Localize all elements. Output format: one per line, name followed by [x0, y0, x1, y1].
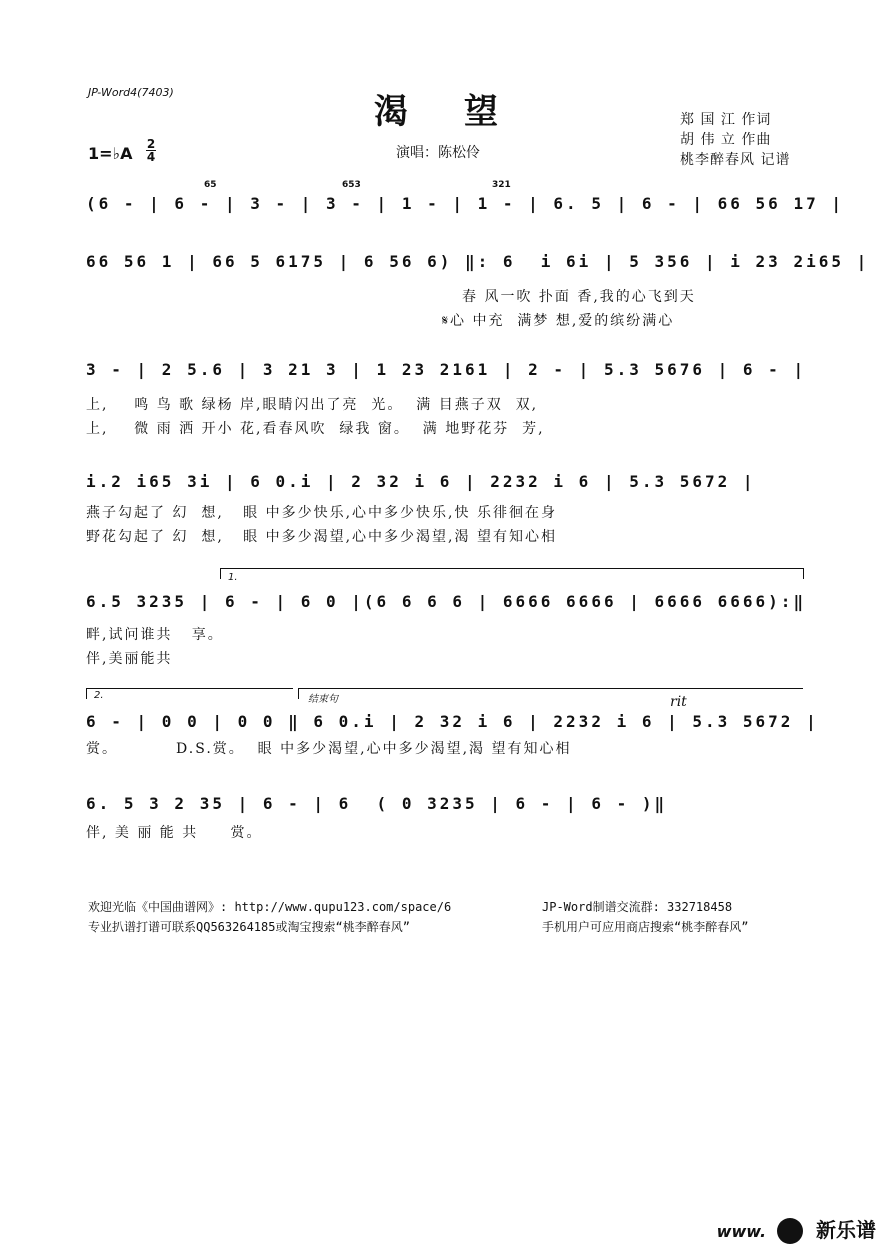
credits: [680, 110, 790, 170]
volta-bracket-2: [86, 688, 293, 699]
logo-brand: 新乐谱: [816, 1217, 876, 1242]
site-logo: [717, 1214, 876, 1245]
lyric-verse-2: 伴,美丽能共: [86, 651, 173, 667]
lyric-verse-2: 上, 微 雨 洒 开小 花,看春风吹 绿我 窗。 满 地野花芬 芳,: [86, 421, 545, 437]
lyric-verse-1: 上, 鸣 鸟 歌 绿杨 岸,眼睛闪出了亮 光。 满 目燕子双 双,: [86, 397, 539, 413]
composer-credit: 胡 伟 立 作曲: [680, 132, 772, 148]
notation-line: 6 - | 0 0 | 0 0 ‖ 6 0.i | 2 32 i 6 | 2232 i 6 | 5.3 5672 |: [86, 712, 819, 731]
footer-app-line: 手机用户可应用商店搜索“桃李醉春风”: [542, 920, 749, 934]
lyric-verse-2: 野花勾起了 幻 想, 眼 中多少渴望,心中多少渴望,渴 望有知心相: [86, 529, 557, 545]
lyric-verse-1: 赏。 D.S.赏。 眼 中多少渴望,心中多少渴望,渴 望有知心相: [86, 741, 572, 757]
volta-bracket: [220, 568, 804, 579]
software-tag: JP-Word4(7403): [88, 86, 174, 99]
notation-line: 3 - | 2 5.6 | 3 21 3 | 1 23 2161 | 2 - | 5.3 5676 | 6 - |: [86, 360, 807, 379]
volta-1-label: 1.: [228, 572, 238, 583]
song-title: 渴望: [374, 92, 554, 132]
ending-label: 结束句: [308, 694, 338, 705]
volta-2-label: 2.: [94, 690, 104, 701]
lyric-verse-2: 𝄋心 中充 满梦 想,爱的缤纷满心: [442, 313, 675, 329]
lyric-verse-1: 伴, 美 丽 能 共 赏。: [86, 825, 263, 841]
meter-top: 2: [146, 137, 156, 151]
notation-line: 66 56 1 | 66 5 6175 | 6 56 6) ‖: 6 i 6i | 5 356 | i 23 2i65 |: [86, 252, 870, 271]
lyric-verse-1: 畔,试问谁共 享。: [86, 627, 224, 643]
tempo-marking: rit: [670, 694, 687, 710]
notation-line: (6 - | 6 - | 3 - | 3 - | 1 - | 1 - | 6. 5 | 6 - | 66 56 17 |: [86, 194, 844, 213]
grace-note: 653: [342, 180, 361, 190]
lyric-verse-1: 燕子勾起了 幻 想, 眼 中多少快乐,心中多少快乐,快 乐徘徊在身: [86, 505, 557, 521]
transcriber-credit: 桃李醉春风 记谱: [680, 152, 791, 168]
grace-note: 321: [492, 180, 511, 190]
grace-note: 65: [204, 180, 217, 190]
footer-contact-line: 专业扒谱打谱可联系QQ563264185或淘宝搜索“桃李醉春风”: [88, 920, 410, 934]
singer: 演唱：陈松伶: [396, 145, 480, 161]
time-signature: [146, 138, 156, 163]
disc-icon: [777, 1218, 803, 1244]
lyric-verse-1: 春 风一吹 扑面 香,我的心飞到天: [462, 289, 696, 305]
key-signature: 1=♭A: [88, 144, 133, 163]
lyricist-credit: 郑 国 江 作词: [680, 112, 772, 128]
notation-line: 6. 5 3 2 35 | 6 - | 6 ( 0 3235 | 6 - | 6 - )‖: [86, 794, 668, 813]
footer-site-line: 欢迎光临《中国曲谱网》: http://www.qupu123.com/space/6: [88, 900, 452, 914]
notation-line: 6.5 3235 | 6 - | 6 0 |(6 6 6 6 | 6666 6666 | 6666 6666):‖: [86, 592, 807, 611]
footer-group-line: JP-Word制谱交流群: 332718458: [542, 900, 733, 914]
ending-bracket: [298, 688, 803, 699]
notation-line: i.2 i65 3i | 6 0.i | 2 32 i 6 | 2232 i 6 | 5.3 5672 |: [86, 472, 756, 491]
logo-url: www.: [716, 1221, 767, 1241]
meter-bottom: 4: [146, 150, 156, 164]
